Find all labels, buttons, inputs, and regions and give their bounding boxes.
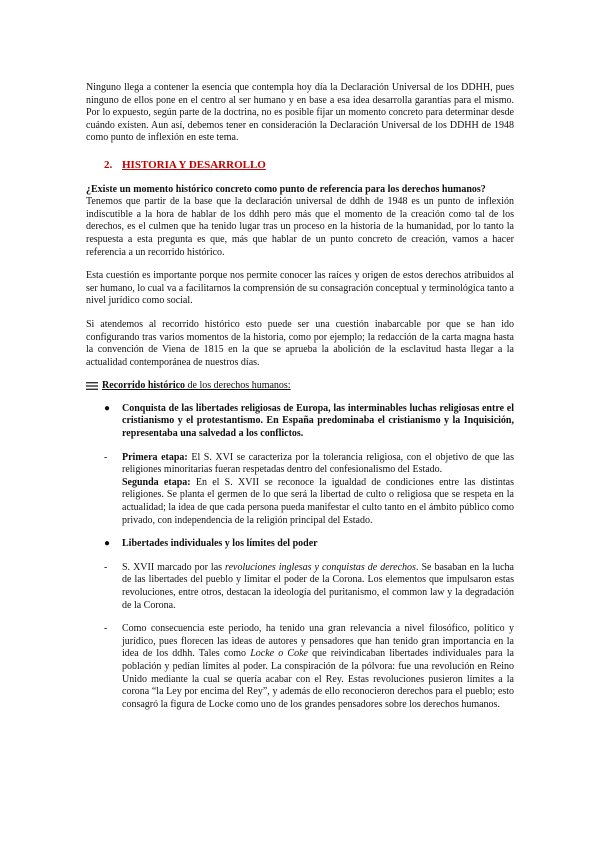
section-number: 2.: [104, 158, 113, 171]
paragraph-3: Si atendemos al recorrido histórico esto puede ser una cuestión inabarcable por que se han ido configurando tras varios momentos de la historia, como por ejemplo; la redacción de la carta magna hasta la convención de Viena de 1815 en la que se aprueba la abolición de la esclavitud hasta llegar a la actualidad contemporánea de nuestros días.: [86, 318, 514, 368]
dash-italic: revoluciones inglesas y conquistas de derechos: [225, 561, 416, 573]
dash-text: que reivindicaban libertades individuales para la población y pedían límites al poder. La conspiración de la pólvora: fue una revolución en Reino Unido mediante la cual se quería acabar con el Rey. Estas revoluciones pusieron límites a la corona “la Ley por encima del Rey”, y además de ello reconocieron derechos para el pueblo; esto consagró la figura de Locke como uno de los grandes pensadores sobre los derechos humanos.: [122, 648, 514, 710]
dash-marker: -: [104, 623, 108, 635]
paragraph-2: Esta cuestión es importante porque nos permite conocer las raíces y origen de estos derechos atribuidos al ser humano, lo cual va a facilitarnos la comprensión de su consagración conceptual y terminológica tanto a nivel jurídico como social.: [86, 270, 514, 307]
etapa-label: Segunda etapa:: [122, 476, 191, 488]
bullet-item-1: [86, 403, 514, 441]
recorrido-heading: [86, 380, 514, 393]
recorrido-rest: de los derechos humanos:: [185, 380, 291, 392]
dash-item-revoluciones: [86, 562, 514, 612]
dash-item-consecuencia: [86, 623, 514, 711]
section-heading: [104, 159, 514, 172]
section-title: HISTORIA Y DESARROLLO: [122, 158, 266, 171]
etapa-text: El S. XVI se caracteriza por la tolerancia religiosa, con el objetivo de que las religiones minoritarias fueran respetadas dentro del confesionalismo del Estado.: [122, 451, 514, 476]
recorrido-bold: Recorrido histórico: [102, 380, 186, 392]
dash-text: . Se basaban en la lucha de las libertades del pueblo y limitar el poder de la Corona. Los elementos que impulsaron estas revoluciones, entre otros, destacan la ideología del puritanismo, el common law y la degradación de la Corona.: [122, 561, 514, 611]
dash-italic: Locke o Coke: [250, 648, 308, 660]
intro-paragraph: Ninguno llega a contener la esencia que contempla hoy día la Declaración Universal de los DDHH, pues ninguno de ellos pone en el centro al ser humano y en base a esa idea desarrolla garantías para el mismo. Por lo expuesto, según parte de la doctrina, no es posible fijar un momento concreto para determinar desde cuándo existen. Aun así, debemos tener en consideración la Declaración Universal de los DDHH de 1948 como punto de inflexión en este tema.: [86, 82, 514, 144]
bullet-marker: ●: [104, 538, 111, 550]
list-icon: [86, 382, 98, 390]
question-heading: ¿Existe un momento histórico concreto como punto de referencia para los derechos humanos?: [86, 183, 486, 195]
dash-marker: -: [104, 561, 108, 573]
etapa-label: Primera etapa:: [122, 451, 188, 463]
dash-text: S. XVII marcado por las: [122, 561, 226, 573]
etapa-text: En el S. XVII se reconoce la igualdad de condiciones entre las distintas religiones. Se planta el germen de lo que será la libertad de culto o religiosa que se respeta en la actualidad; la idea de que cada persona pueda manifestar el culto tanto en el ámbito público como privado, con independencia de la religión principal del Estado.: [122, 476, 514, 526]
bullet-marker: ●: [104, 402, 111, 414]
dash-text: Como consecuencia este periodo, ha tenido una gran relevancia a nivel filosófico, político y jurídico, pues florecen las ideas de autores y pensadores que han tenido gran importancia en la idea de los ddhh. Tales como: [122, 623, 514, 660]
bullet-item-2: [86, 538, 514, 551]
bullet-text: Libertades individuales y los límites del poder: [122, 538, 318, 550]
paragraph-1: Tenemos que partir de la base que la declaración universal de ddhh de 1948 es un punto de inflexión indiscutible a la hora de hablar de los ddhh pero más que el momento de la creación como tal de los derechos, es el culmen que ha tenido lugar tras un proceso en la historia de la humanidad, por lo tanto la respuesta a esta pregunta es que, más que hablar de un punto concreto de creación, vamos a hacer referencia a un recorrido histórico.: [86, 196, 514, 258]
dash-item-etapas: [86, 452, 514, 528]
bullet-text: Conquista de las libertades religiosas de Europa, las interminables luchas religiosas entre el cristianismo y el protestantismo. En España predominaba el cristianismo y la Inquisición, representaba una salvedad a los conflictos.: [122, 402, 514, 440]
document-page: [86, 82, 514, 711]
dash-marker: -: [104, 451, 108, 463]
